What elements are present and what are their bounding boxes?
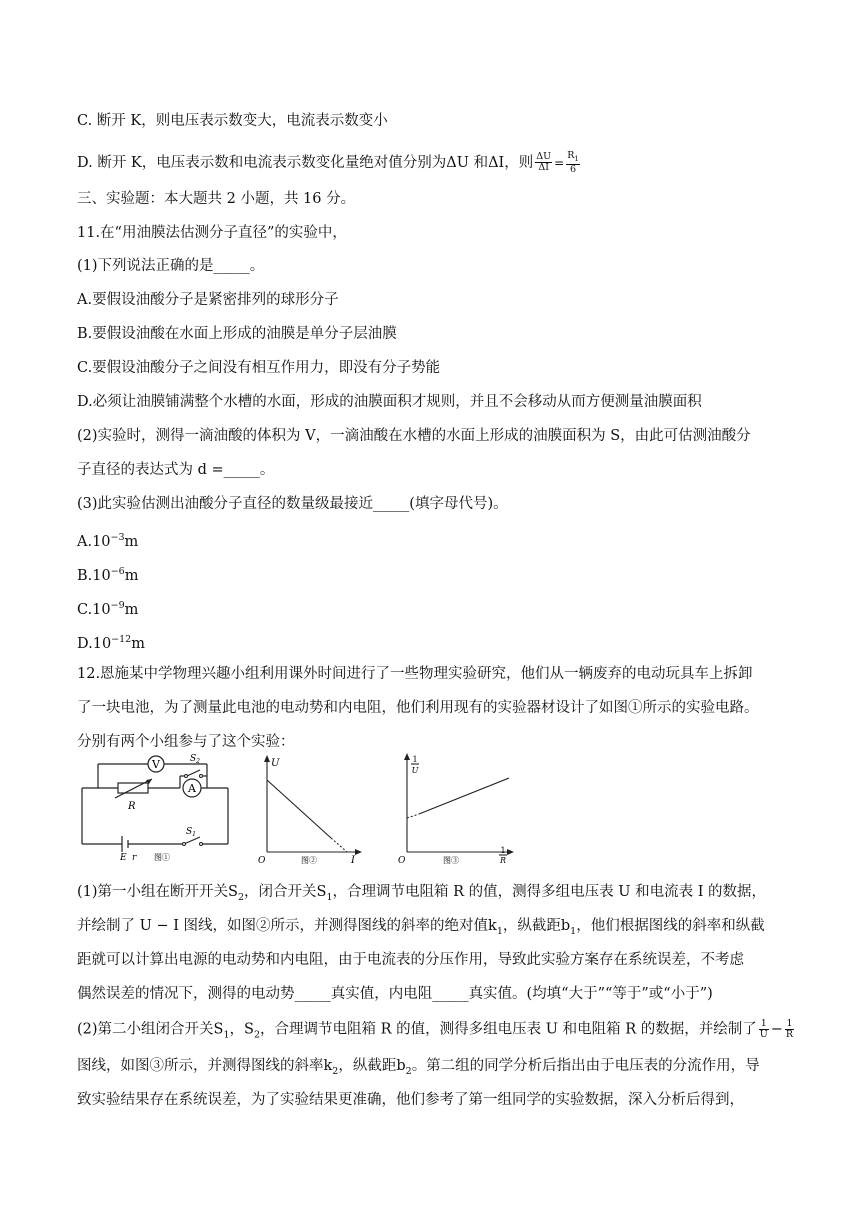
choice-b-base: B.10: [77, 567, 111, 584]
i-axis-label: I: [351, 855, 355, 864]
q12p2-text-a: (2)第二小组闭合开关S: [77, 1021, 224, 1038]
choice-a-base: A.10: [77, 533, 111, 550]
y-axis-numerator: 1: [412, 755, 418, 764]
q12p1-sub-b: 1: [326, 891, 333, 903]
choice-c-exp: −9: [110, 600, 125, 611]
internal-resistance-label: r: [132, 853, 137, 863]
q12p1l2-text-b: ，纵截距b: [502, 918, 571, 934]
r1-fraction-num: R: [567, 150, 575, 161]
q12p2l2-sub-b: 2: [405, 1065, 412, 1077]
origin-label-fig3: O: [398, 856, 406, 864]
emf-label: E: [120, 853, 127, 863]
q11-option-d: D.必须让油膜铺满整个水槽的水面，形成的油膜面积才规则，并且不会移动从而方便测量油膜面积: [77, 394, 702, 410]
q12p2l2-sub-a: 2: [332, 1065, 339, 1077]
r1-fraction-num-sub: 1: [574, 154, 579, 163]
choice-c-unit: m: [124, 601, 139, 618]
x-axis-numerator: 1: [500, 846, 506, 855]
q11-choice-d: [77, 630, 145, 654]
question-11-stem: 11.在“用油膜法估测分子直径”的实验中，: [77, 225, 347, 241]
x-axis-denominator: R: [499, 856, 507, 864]
u-i-graph: [255, 752, 365, 864]
option-d-line: [77, 151, 582, 175]
inverse-graph: [395, 752, 520, 864]
section-heading: 三、实验题：本大题共 2 小题，共 16 分。: [77, 191, 356, 207]
choice-a-unit: m: [124, 533, 139, 550]
q12-part1-line4: 偶然误差的情况下，测得的电动势_____真实值，内电阻_____真实值。(均填“大于”“等于”或“小于”): [77, 986, 713, 1002]
choice-d-exp: −12: [111, 634, 132, 645]
q11-choice-a: [77, 528, 138, 552]
q11-part2-line2: 子直径的表达式为 d =_____。: [77, 462, 275, 478]
q12p1-text-b: ，闭合开关S: [244, 884, 327, 900]
q12p2l2-text-a: 图线，如图③所示，并测得图线的斜率k: [77, 1058, 333, 1074]
choice-a-exp: −3: [110, 532, 125, 543]
switch1-label: $S_1$: [186, 827, 196, 838]
choice-c-base: C.10: [77, 601, 111, 618]
resistor-label: R: [128, 801, 136, 812]
y-axis-denominator: U: [411, 766, 419, 775]
inverse-u-den: U: [759, 1029, 768, 1040]
inverse-r-fraction: [785, 1019, 794, 1040]
q11-choice-b: [77, 562, 138, 586]
equals-sign: =: [554, 155, 565, 170]
q11-part1: (1)下列说法正确的是_____。: [77, 258, 265, 274]
q12p1l2-text-c: ，他们根据图线的斜率和纵截: [576, 918, 765, 934]
delta-fraction-den: ΔI: [538, 162, 550, 174]
inverse-u-fraction: [759, 1019, 769, 1040]
q12-part1-line2: [77, 916, 765, 942]
inverse-u-num: 1: [760, 1018, 767, 1029]
inverse-r-num: 1: [786, 1018, 793, 1029]
q11-part2-line1: (2)实验时，测得一滴油酸的体积为 V，一滴油酸在水槽的水面上形成的油膜面积为 S，由此可估测油酸分: [77, 428, 751, 444]
r1-fraction-den: 6: [570, 163, 577, 175]
q12p1l2-sub-a: 1: [496, 925, 503, 937]
choice-d-unit: m: [131, 635, 145, 652]
inverse-r-den: R: [785, 1029, 794, 1040]
q11-part3: (3)此实验估测出油酸分子直径的数量级最接近_____(填字母代号)。: [77, 496, 508, 512]
q12p2-text-c: ，合理调节电阻箱 R 的值，测得多组电压表 U 和电阻箱 R 的数据，并绘制了: [260, 1021, 757, 1038]
q12p2-sub-a: 1: [223, 1029, 230, 1041]
choice-b-exp: −6: [110, 566, 125, 577]
q12p1l2-sub-b: 1: [570, 925, 577, 937]
u-axis-label: U: [271, 758, 280, 769]
switch2-label: $S_2$: [190, 754, 200, 765]
q12p2-text-b: ，S: [229, 1021, 254, 1038]
figure1-caption: 图①: [154, 853, 170, 862]
question-12-line1: 12.恩施某中学物理兴趣小组利用课外时间进行了一些物理实验研究，他们从一辆废弃的电动玩具车上拆卸: [77, 666, 753, 682]
figure2-caption: 图②: [301, 856, 317, 864]
circuit-figure: [80, 752, 240, 864]
delta-fraction-num: ΔU: [536, 151, 552, 163]
q12p2l2-text-c: 。第二组的同学分析后指出由于电压表的分流作用，导: [411, 1058, 760, 1074]
voltmeter-label: V: [152, 758, 160, 771]
option-c-line: C. 断开 K，则电压表示数变大，电流表示数变小: [77, 113, 388, 129]
question-12-line3: 分别有两个小组参与了这个实验：: [77, 734, 295, 750]
q12p1l2-text-a: 并绘制了 U − I 图线，如图②所示，并测得图线的斜率的绝对值k: [77, 918, 497, 934]
question-12-line2: 了一块电池，为了测量此电池的电动势和内电阻，他们利用现有的实验器材设计了如图①所示的实验电路。: [77, 700, 759, 716]
ammeter-label: A: [188, 782, 196, 795]
q12p2l2-text-b: ，纵截距b: [338, 1058, 406, 1074]
q12p1-text-c: ，合理调节电阻箱 R 的值，测得多组电压表 U 和电流表 I 的数据，: [332, 884, 767, 900]
figures-row: [80, 752, 520, 864]
q11-choice-c: [77, 596, 138, 620]
choice-d-base: D.10: [77, 635, 112, 652]
delta-fraction: [535, 152, 552, 173]
q12-part2-line2: [77, 1056, 760, 1082]
r1-fraction: [566, 151, 580, 175]
q12-part2-line3: 致实验结果存在系统误差，为了实验结果更准确，他们参考了第一组同学的实验数据，深入分析后得到，: [77, 1092, 744, 1108]
q12p1-sub-a: 2: [237, 891, 245, 903]
option-d-text: D. 断开 K，电压表示数和电流表示数变化量绝对值分别为ΔU 和ΔI，则: [77, 154, 534, 171]
q12p2-sub-b: 2: [253, 1029, 261, 1041]
q12p1-text-a: (1)第一小组在断开开关S: [77, 884, 238, 900]
q12-part2-line1: [77, 1019, 796, 1045]
q12-part1-line1: [77, 882, 766, 908]
q11-option-b: B.要假设油酸在水面上形成的油膜是单分子层油膜: [77, 326, 397, 342]
q12-part1-line3: 距就可以计算出电源的电动势和内电阻，由于电流表的分压作用，导致此实验方案存在系统误差，不考虑: [77, 952, 744, 968]
figure3-caption: 图③: [443, 856, 459, 864]
choice-b-unit: m: [124, 567, 139, 584]
origin-label-fig2: O: [258, 856, 266, 864]
minus-sign: −: [770, 1021, 783, 1038]
q11-option-c: C.要假设油酸分子之间没有相互作用力，即没有分子势能: [77, 360, 441, 376]
q11-option-a: A.要假设油酸分子是紧密排列的球形分子: [77, 292, 339, 308]
